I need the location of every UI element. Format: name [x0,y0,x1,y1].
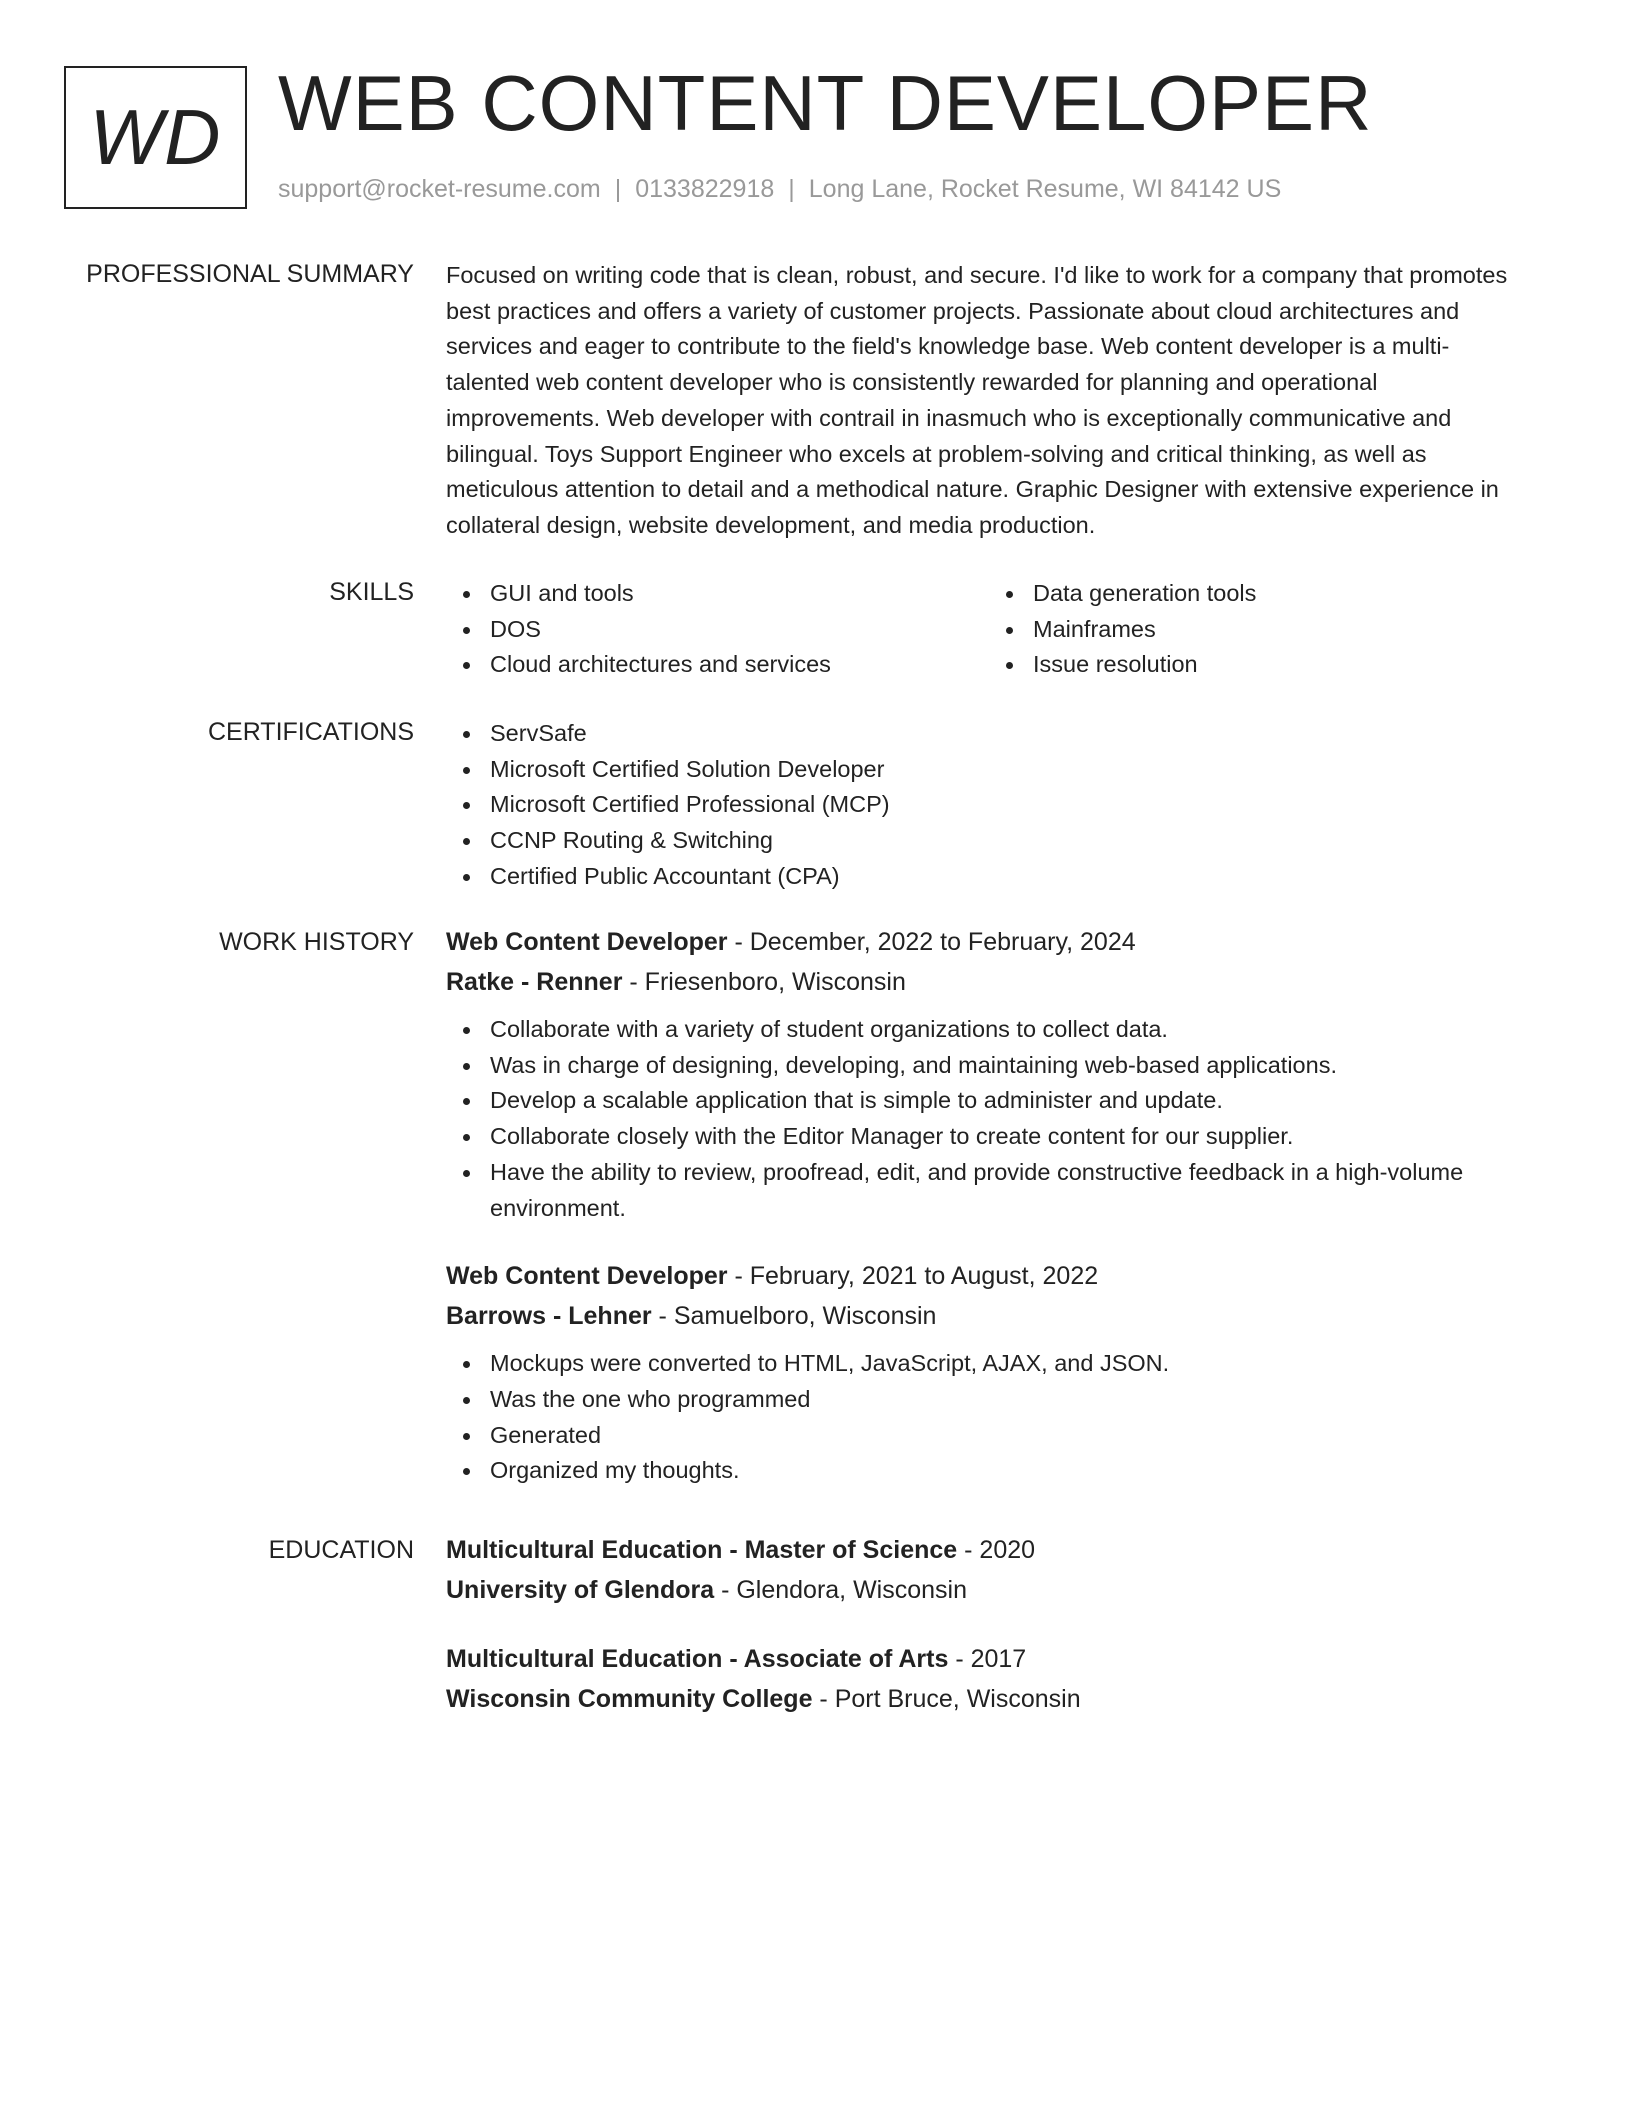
work-label: WORK HISTORY [219,928,414,956]
job-company: Barrows - Lehner [446,1302,652,1331]
list-item: Data generation tools [989,576,1532,612]
work-body [446,922,1532,1489]
list-item: Organized my thoughts. [446,1453,1532,1489]
monogram-text: WD [89,93,222,181]
contact-phone: 0133822918 [635,175,775,203]
school-location: - Glendora, Wisconsin [714,1576,967,1604]
education-label: EDUCATION [268,1536,414,1564]
contact-email: support@rocket-resume.com [278,175,601,203]
list-item: Microsoft Certified Solution Developer [446,752,1532,788]
school-line [446,1570,1532,1610]
job-title: Web Content Developer [446,1262,728,1291]
job-title: Web Content Developer [446,928,728,956]
degree: Multicultural Education - Master of Science [446,1536,958,1564]
skills-list-left [446,576,989,683]
school-location: - Port Bruce, Wisconsin [812,1685,1081,1713]
job-bullets [446,1346,1532,1489]
education-entry [446,1639,1532,1719]
job-dates: - December, 2022 to February, 2024 [727,928,1136,956]
skills-label: SKILLS [329,578,414,606]
list-item: Have the ability to review, proofread, edit, and provide constructive feedback in a high-volume environment. [446,1155,1532,1226]
job-title-line [446,1256,1532,1296]
contact-line [278,175,1281,204]
degree-year: - 2020 [957,1536,1036,1564]
education-body [446,1530,1532,1719]
job-title-line [446,922,1532,962]
monogram-box [64,66,247,209]
resume-title: WEB CONTENT DEVELOPER [278,59,1373,147]
list-item: DOS [446,612,989,648]
degree-line [446,1530,1532,1570]
list-item: GUI and tools [446,576,989,612]
certifications-list [446,716,1532,895]
list-item: Develop a scalable application that is simple to administer and update. [446,1083,1532,1119]
list-item: Was the one who programmed [446,1382,1532,1418]
job-company-line [446,1296,1532,1336]
summary-label: PROFESSIONAL SUMMARY [86,260,414,288]
job-company-line [446,962,1532,1002]
job-dates: - February, 2021 to August, 2022 [727,1262,1099,1291]
job-location: - Samuelboro, Wisconsin [651,1302,937,1331]
certifications-label: CERTIFICATIONS [207,718,414,746]
job-bullets [446,1012,1532,1226]
contact-address: Long Lane, Rocket Resume, WI 84142 US [808,175,1282,203]
contact-separator: | [788,175,795,203]
education-entry [446,1530,1532,1610]
list-item: Mockups were converted to HTML, JavaScript, AJAX, and JSON. [446,1346,1532,1382]
list-item: Collaborate with a variety of student organizations to collect data. [446,1012,1532,1048]
contact-separator: | [614,175,622,203]
list-item: CCNP Routing & Switching [446,823,1532,859]
skills-list-right [989,576,1532,683]
job-company: Ratke - Renner [446,968,623,996]
list-item: Microsoft Certified Professional (MCP) [446,787,1532,823]
summary-text: Focused on writing code that is clean, robust, and secure. I'd like to work for a company that promotes best practices and offers a variety of customer projects. Passionate about cloud architectures and services and eager to contribute to the field's knowledge base. Web content developer is a multi-talented web content developer who is consistently rewarded for planning and operational improvements. Web developer with contrail in inasmuch who is exceptionally communicative and bilingual. Toys Support Engineer who excels at problem-solving and critical thinking, as well as meticulous attention to detail and a methodical nature. Graphic Designer with extensive experience in collateral design, website development, and media production. [446,262,1508,538]
job-entry [446,922,1532,1226]
degree-line [446,1639,1532,1679]
list-item: ServSafe [446,716,1532,752]
school-line [446,1679,1532,1719]
degree-year: - 2017 [948,1645,1027,1673]
school: Wisconsin Community College [446,1685,813,1713]
list-item: Collaborate closely with the Editor Manager to create content for our supplier. [446,1119,1532,1155]
list-item: Issue resolution [989,647,1532,683]
job-entry [446,1256,1532,1489]
job-location: - Friesenboro, Wisconsin [622,968,906,996]
degree: Multicultural Education - Associate of Arts [446,1645,949,1673]
list-item: Mainframes [989,612,1532,648]
skills-columns [446,576,1532,683]
school: University of Glendora [446,1576,715,1604]
list-item: Generated [446,1418,1532,1454]
certifications-body [446,716,1532,895]
list-item: Certified Public Accountant (CPA) [446,859,1532,895]
list-item: Was in charge of designing, developing, and maintaining web-based applications. [446,1048,1532,1084]
list-item: Cloud architectures and services [446,647,989,683]
